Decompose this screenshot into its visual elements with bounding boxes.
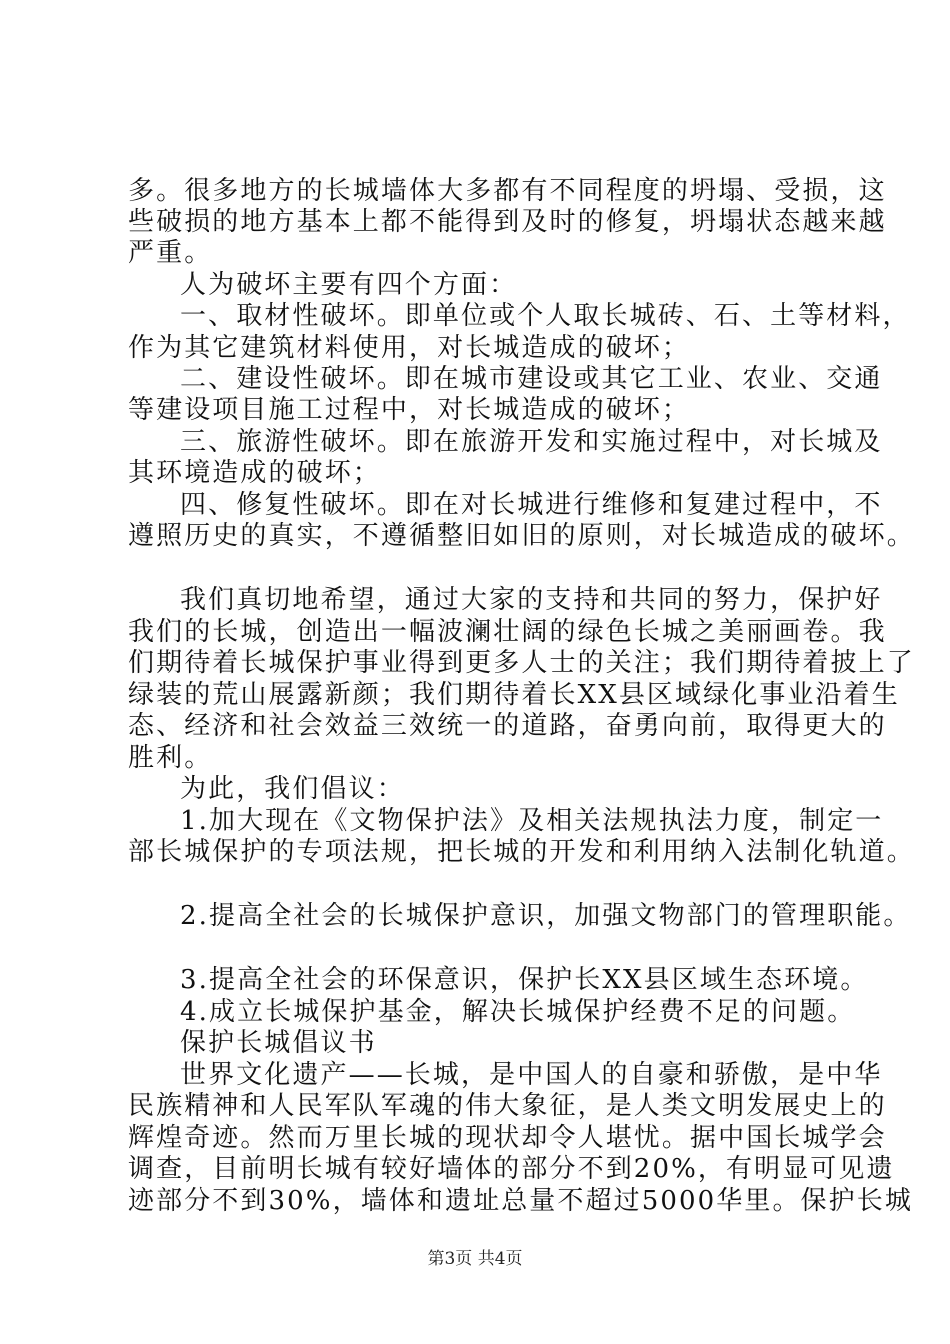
paragraph-line: 多。很多地方的长城墙体大多都有不同程度的坍塌、受损，这 [128, 176, 887, 206]
paragraph-line: 民族精神和人民军队军魂的伟大象征，是人类文明发展史上的 [128, 1091, 887, 1121]
paragraph-line: 态、经济和社会效益三效统一的道路，奋勇向前，取得更大的 [128, 711, 887, 741]
paragraph-line: 部长城保护的专项法规，把长城的开发和利用纳入法制化轨道。 [128, 837, 915, 867]
paragraph-line: 人为破坏主要有四个方面： [180, 270, 518, 300]
paragraph-line: 调查，目前明长城有较好墙体的部分不到20%，有明显可见遗 [128, 1154, 895, 1184]
paragraph-line: 严重。 [128, 238, 213, 268]
paragraph-line: 辉煌奇迹。然而万里长城的现状却令人堪忧。据中国长城学会 [128, 1123, 887, 1153]
section-heading: 保护长城倡议书 [180, 1028, 377, 1058]
page-number-footer: 第3页 共4页 [427, 1249, 523, 1269]
paragraph-line: 些破损的地方基本上都不能得到及时的修复，坍塌状态越来越 [128, 207, 887, 237]
paragraph-line: 我们真切地希望，通过大家的支持和共同的努力，保护好 [180, 585, 883, 615]
paragraph-line: 四、修复性破坏。即在对长城进行维修和复建过程中，不 [180, 490, 883, 520]
paragraph-line: 绿装的荒山展露新颜；我们期待着长XX县区域绿化事业沿着生 [128, 680, 900, 710]
paragraph-line: 二、建设性破坏。即在城市建设或其它工业、农业、交通 [180, 364, 883, 394]
paragraph-line: 4.成立长城保护基金，解决长城保护经费不足的问题。 [180, 997, 856, 1027]
paragraph-line: 三、旅游性破坏。即在旅游开发和实施过程中，对长城及 [180, 427, 883, 457]
paragraph-line: 3.提高全社会的环保意识，保护长XX县区域生态环境。 [180, 965, 869, 995]
paragraph-line: 世界文化遗产——长城，是中国人的自豪和骄傲，是中华 [180, 1060, 883, 1090]
paragraph-line: 其环境造成的破坏； [128, 458, 381, 488]
paragraph-line: 作为其它建筑材料使用，对长城造成的破坏； [128, 333, 691, 363]
paragraph-line: 遵照历史的真实，不遵循整旧如旧的原则，对长城造成的破坏。 [128, 521, 915, 551]
paragraph-line: 们期待着长城保护事业得到更多人士的关注；我们期待着披上了 [128, 648, 915, 678]
paragraph-line: 2.提高全社会的长城保护意识，加强文物部门的管理职能。 [180, 901, 912, 931]
paragraph-line: 一、取材性破坏。即单位或个人取长城砖、石、土等材料， [180, 301, 911, 331]
paragraph-line: 胜利。 [128, 743, 213, 773]
paragraph-line: 我们的长城，创造出一幅波澜壮阔的绿色长城之美丽画卷。我 [128, 617, 887, 647]
paragraph-line: 1.加大现在《文物保护法》及相关法规执法力度，制定一 [180, 806, 884, 836]
paragraph-line: 等建设项目施工过程中，对长城造成的破坏； [128, 395, 691, 425]
paragraph-line: 为此，我们倡议： [180, 774, 405, 804]
paragraph-line: 迹部分不到30%，墙体和遗址总量不超过5000华里。保护长城 [128, 1186, 913, 1216]
